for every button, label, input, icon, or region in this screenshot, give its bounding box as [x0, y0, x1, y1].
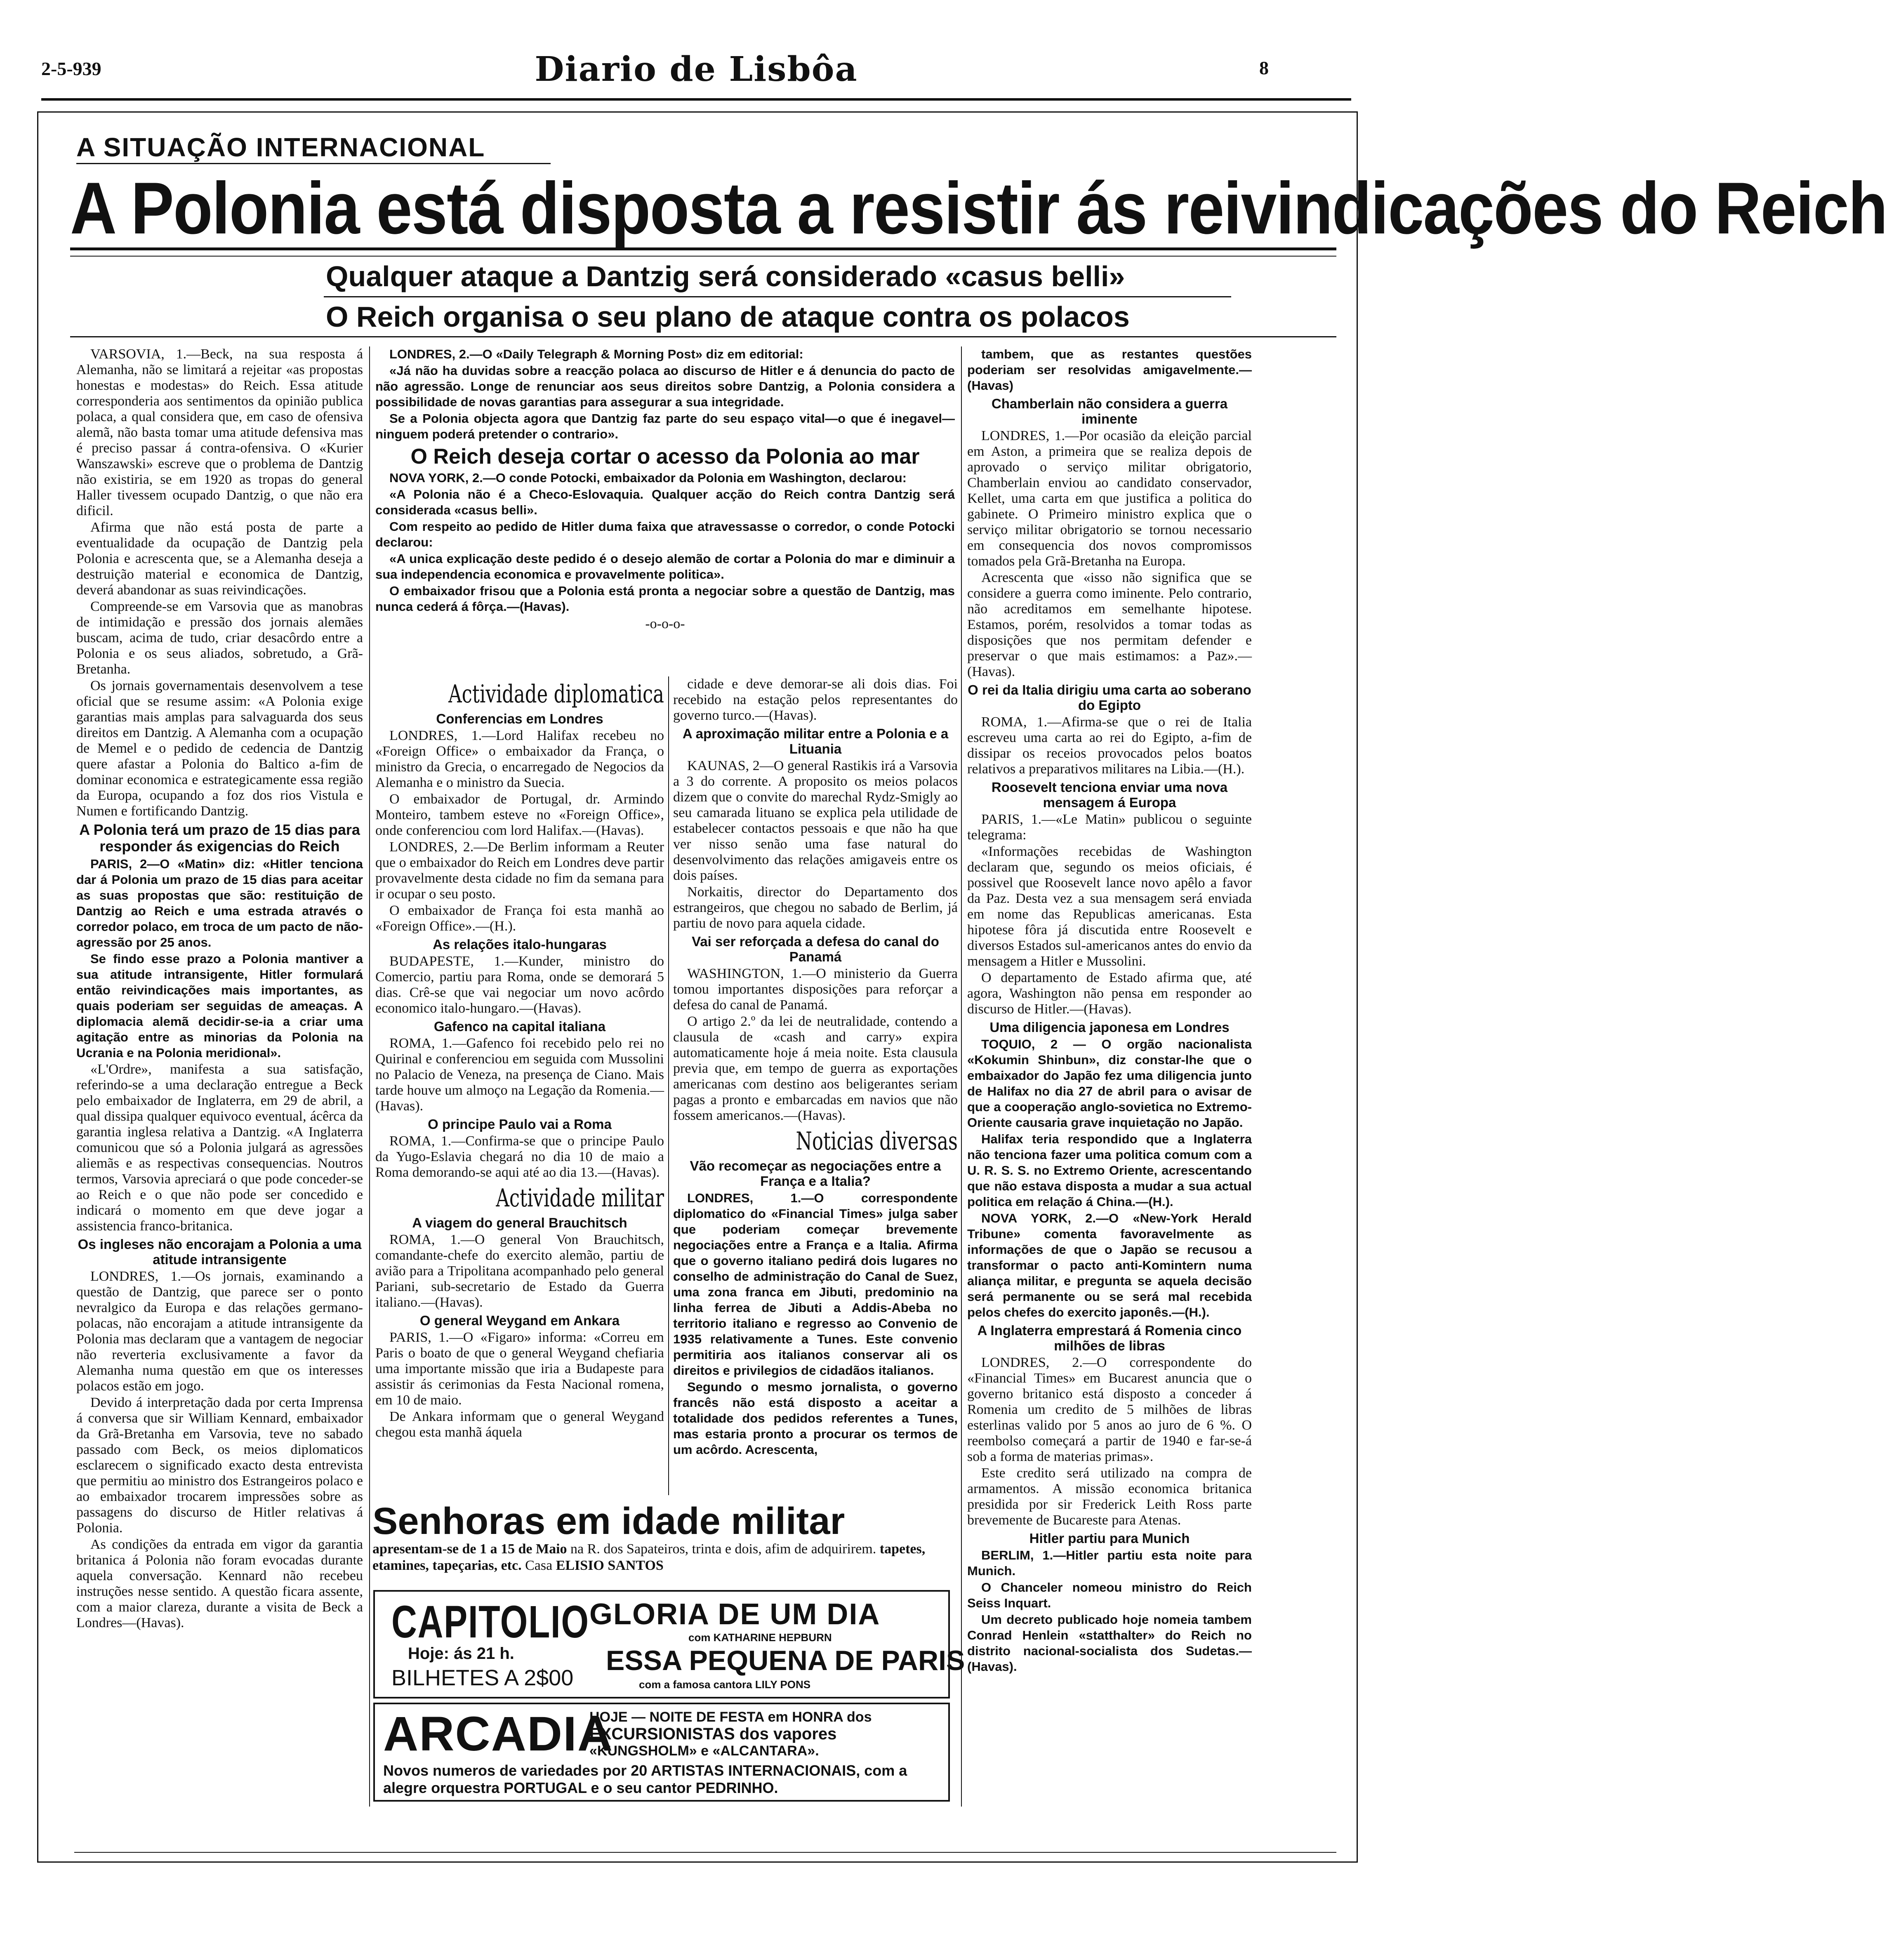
subheadline-rule: [324, 296, 1231, 297]
article-paragraph: LONDRES, 1.—Lord Halifax recebeu no «Foreign Office» o embaixador da França, o ministro da Grecia, o encarregado de Negocios da Alemanha e o ministro da Suecia.: [375, 728, 664, 790]
article-paragraph: O embaixador de França foi esta manhã ao «Foreign Office».—(H.).: [375, 903, 664, 934]
article-paragraph: Este credito será utilizado na compra de armamentos. A missão economica britanica presidida por sir Frederick Leith Ross parte brevemente de Bucareste para Atenas.: [967, 1465, 1252, 1528]
article-paragraph: Com respeito ao pedido de Hitler duma faixa que atravessasse o corredor, o conde Potocki declarou:: [375, 519, 955, 549]
ad-shop-name: ELISIO SANTOS: [556, 1558, 664, 1573]
article-paragraph: WASHINGTON, 1.—O ministerio da Guerra tomou importantes disposições para reforçar a defesa do canal de Panamá.: [673, 966, 958, 1013]
ad-arcadia-line: «KUNGSHOLM» e «ALCANTARA».: [589, 1743, 819, 1759]
article-subheading: Vão recomeçar as negociações entre a França e a Italia?: [690, 1158, 941, 1189]
article-paragraph: ROMA, 1.—Afirma-se que o rei de Italia escreveu uma carta ao rei do Egipto, a-fim de dissipar os receios provocados pelos boatos relativos a preparativos militares na Libia.—(H.).: [967, 714, 1252, 777]
ad-capitolio: [373, 1590, 965, 1699]
ad-senhoras-text: [372, 1541, 950, 1574]
show-time: Hoje: ás 21 h.: [408, 1644, 514, 1663]
film-title-2: ESSA PEQUENA DE PARIS: [606, 1645, 965, 1676]
column-2: [375, 676, 664, 1495]
article-paragraph: Se findo esse prazo a Polonia mantiver a sua atitude intransigente, Hitler formulará então reivindicações mais importantes, as quais poderiam ser seguidas de ameaças. A diplomacia alemã decidir-se-ia a criar uma agitação entre as minorias da Polonia na Ucrania e na Polonia meridional».: [76, 952, 363, 1060]
article-subheading: Os ingleses não encorajam a Polonia a uma atitude intransigente: [78, 1237, 362, 1267]
film-star-2: com a famosa cantora LILY PONS: [639, 1678, 811, 1691]
article-paragraph: O embaixador frisou que a Polonia está pronta a negociar sobre a questão de Dantzig, mas nunca cederá á fôrça.—(Havas).: [375, 584, 955, 614]
article-paragraph: «Já não ha duvidas sobre a reacção polaca ao discurso de Hitler e á denuncia do pacto de não agressão. Longe de renunciar aos seus direitos sobre Dantzig, a Polonia considera a possibilidade de novas garantias para assegurar a sua integridade.: [375, 363, 955, 409]
article-paragraph: ROMA, 1.—O general Von Brauchitsch, comandante-chefe do exercito alemão, partiu de avião para a Tripolitana acompanhado pelo general Pariani, sub-secretario de Estado da Guerra italiano.—(Havas).: [375, 1232, 664, 1310]
article-subheading: Gafenco na capital italiana: [433, 1019, 606, 1034]
article-subheading: As relações italo-hungaras: [433, 937, 607, 952]
article-subheading: O general Weygand em Ankara: [419, 1313, 620, 1328]
article-paragraph: Norkaitis, director do Departamento dos estrangeiros, que chegou no sabado de Berlim, já partiu de novo para aquela cidade.: [673, 884, 958, 931]
article-paragraph: Acrescenta que «isso não significa que se considere a guerra como iminente. Pelo contrario, não acreditamos em semelhante hipotese. Estamos, porém, resolvidos a tomar todas as disposições que nos permitam defender e preservar o que mais estimamos: a Paz».—(Havas).: [967, 570, 1252, 679]
article-paragraph: PARIS, 1.—«Le Matin» publicou o seguinte telegrama:: [967, 812, 1252, 843]
article-paragraph: BUDAPESTE, 1.—Kunder, ministro do Comercio, partiu para Roma, onde se demorará 5 dias. Crê-se que vai negociar um novo acôrdo economico italo-hungaro.—(Havas).: [375, 954, 664, 1016]
article-paragraph: LONDRES, 2.—O correspondente do «Financial Times» em Bucarest anuncia que o governo britanico está disposto a conceder á Romenia um credito de 5 milhões de libras esterlinas valido por 5 anos ao juro de 6 %. O reembolso começará a partir de 1940 e far-se-á sob a forma de materias primas».: [967, 1355, 1252, 1464]
article-paragraph: «A Polonia não é a Checo-Eslovaquia. Qualquer acção do Reich contra Dantzig será considerada «casus belli».: [375, 487, 955, 517]
article-subheading: A viagem do general Brauchitsch: [412, 1215, 627, 1230]
article-subheading: A Inglaterra emprestará á Romenia cinco milhões de libras: [977, 1323, 1242, 1353]
separator: -o-o-o-: [645, 616, 685, 631]
article-subheading: Uma diligencia japonesa em Londres: [989, 1020, 1230, 1035]
ad-senhoras: [372, 1501, 950, 1574]
article-paragraph: LONDRES, 1.—O correspondente diplomatico do «Financial Times» julga saber que poderiam começar brevemente negociações entre a França e a Italia. Afirma que o governo italiano pedirá dois lugares no conselho de administração do Canal de Suez, uma zona franca em Jibuti, predominio na linha ferrea de Jibuti a Addis-Abeba no territorio italiano e regresso ao Convenio de 1935 relativamente a Tunes. Este convenio permitiria aos italianos conservar ali os direitos e privilegios de cidadãos italianos.: [673, 1191, 958, 1378]
article-subheading: O principe Paulo vai a Roma: [428, 1117, 612, 1132]
article-paragraph: Afirma que não está posta de parte a eventualidade da ocupação de Dantzig pela Polonia e acrescenta que, se a Alemanha deseja a destruição material e economica de Dantzig, deverá abandonar as suas reivindicações.: [76, 520, 363, 598]
main-headline: A Polonia está disposta a resistir ás reivindicações do Reich: [70, 167, 1887, 249]
column-rule: [961, 346, 962, 1807]
ad-text: Casa: [521, 1558, 556, 1573]
article-paragraph: Halifax teria respondido que a Inglaterra não tenciona fazer uma politica comum com a U. R. S. S. no Extremo Oriente, acrescentando que não estava disposta a mudar a sua actual politica em relação á China.—(H.).: [967, 1132, 1252, 1209]
masthead: [0, 49, 1392, 99]
article-paragraph: PARIS, 2—O «Matin» diz: «Hitler tenciona dar á Polonia um prazo de 15 dias para aceitar as suas propostas que são: restituição de Dantzig ao Reich e uma estrada através o corredor polaco, em troca de um pacto de não-agressão por 25 anos.: [76, 857, 363, 949]
article-paragraph: KAUNAS, 2—O general Rastikis irá a Varsovia a 3 do corrente. A proposito os meios polacos dizem que o convite do marechal Rydz-Smigly ao seu camarada lituano se explica pela utilidade de estabelecer contactos pessoais e que não ha que ver nisso senão uma fase natural do desenvolvimento das relações amigaveis entre os dois países.: [673, 758, 958, 883]
column-1: [76, 346, 363, 1844]
subheadline-rule-2: [70, 336, 1336, 337]
article-paragraph: TOQUIO, 2 — O orgão nacionalista «Kokumin Shinbun», diz constar-lhe que o embaixador do Japão fez uma diligencia junto de Halifax no dia 27 de abril para o avisar de que a cooperação anglo-sovietica no Extremo-Oriente causaria grave inquietação no Japão.: [967, 1037, 1252, 1130]
ad-text-bold: tapetes, etamines, tapeçarias, etc.: [372, 1541, 926, 1573]
article-paragraph: Se a Polonia objecta agora que Dantzig faz parte do seu espaço vital—o que é inegavel— ninguem poderá pretender o contrario».: [375, 411, 955, 441]
bottom-rule: [74, 1852, 1336, 1853]
masthead-rule: [41, 98, 1351, 104]
column-rule: [668, 676, 669, 1495]
article-paragraph: «L'Ordre», manifesta a sua satisfação, referindo-se a uma declaração entregue a Beck pelo embaixador de Inglaterra, em 29 de abril, a qual dissipa qualquer equivoco eventual, ácêrca da garantia inglesa relativa a Dantzig. «A Inglaterra comunicou que só a Polonia julgará as agressões aliemãs e as respectivas consequencias. Noutros termos, Varsovia apreciará o que pode conceder-se ao Reich e o que não pode ser concedido e indicará o momento em que deve jogar a assistencia franco-britanica.: [76, 1062, 363, 1234]
article-heading-large: O Reich deseja cortar o acesso da Polonia ao mar: [410, 445, 920, 469]
film-title-1: GLORIA DE UM DIA: [589, 1598, 881, 1631]
article-paragraph: O embaixador de Portugal, dr. Armindo Monteiro, tambem esteve no «Foreign Office», onde conferenciou com lord Halifax.—(Havas).: [375, 792, 664, 838]
page-number: 8: [1259, 57, 1269, 78]
article-paragraph: tambem, que as restantes questões poderiam ser resolvidas amigavelmente.—(Havas): [967, 347, 1252, 393]
article-paragraph: O departamento de Estado afirma que, até agora, Washington não pensa em responder ao discurso de Hitler.—(Havas).: [967, 970, 1252, 1017]
ad-arcadia-line: Novos numeros de variedades por 20 ARTISTAS INTERNACIONAIS, com a alegre orquestra PORTUGAL e o seu cantor PEDRINHO.: [383, 1762, 907, 1796]
article-subheading: Hitler partiu para Munich: [1029, 1531, 1190, 1546]
article-subheading: Roosevelt tenciona enviar uma nova mensagem á Europa: [991, 780, 1228, 810]
section-label: A SITUAÇÃO INTERNACIONAL: [76, 132, 485, 162]
article-paragraph: NOVA YORK, 2.—O conde Potocki, embaixador da Polonia em Washington, declarou:: [389, 471, 907, 485]
article-paragraph: LONDRES, 1.—Os jornais, examinando a questão de Dantzig, que parece ser o ponto nevralgico da Europa e das relações germano-polacas, não encorajam a atitude intransigente da Polonia mas declaram que a vantagem de negociar não reverteria exclusivamente a favor da Alemanha numa questão em que os interesses polacos estão em jogo.: [76, 1269, 363, 1394]
article-paragraph: De Ankara informam que o general Weygand chegou esta manhã áquela: [375, 1409, 664, 1440]
ticket-price: BILHETES A 2$00: [391, 1666, 574, 1690]
article-paragraph: ROMA, 1.—Confirma-se que o principe Paulo da Yugo-Eslavia chegará no dia 10 de maio a Roma demorando-se aqui até ao dia 13.—(Havas).: [375, 1133, 664, 1180]
section-heading: Actividade militar: [496, 1184, 664, 1213]
ad-arcadia-line: HOJE — NOITE DE FESTA em HONRA dos: [589, 1709, 872, 1725]
section-rule: [76, 163, 551, 164]
section-heading: Noticias diversas: [796, 1127, 958, 1156]
article-subheading: Vai ser reforçada a defesa do canal do Panamá: [692, 934, 939, 964]
article-paragraph: Os jornais governamentais desenvolvem a tese oficial que se resume assim: «A Polonia exige garantias mais amplas para salvaguarda dos seus direitos em Dantzig. A Alemanha com a ocupação de Memel e o pedido de cedencia de Dantzig quere afastar a Polonia do Baltico a-fim de dominar economica e estrategicamente essa região da Europa, ocupando a foz dos rios Vistula e Numen e fortificando Dantzig.: [76, 678, 363, 819]
article-heading: A Polonia terá um prazo de 15 dias para responder ás exigencias do Reich: [79, 821, 360, 855]
article-paragraph: O Chanceler nomeou ministro do Reich Seiss Inquart.: [967, 1580, 1252, 1610]
article-paragraph: LONDRES, 2.—O «Daily Telegraph & Morning Post» diz em editorial:: [389, 347, 803, 361]
article-paragraph: VARSOVIA, 1.—Beck, na sua resposta á Alemanha, não se limitará a rejeitar «as propostas honestas e modestas» do Reich. Essa atitude corresponderia aos sentimentos da opinião publica polaca, a qual considera que, em caso de ofensiva alemã, não basta tomar uma atitude defensiva mas é preciso passar á contra-ofensiva. O «Kurier Wanszawski» escreve que o problema de Dantzig não existiria, se em 1920 as tropas do general Haller tivessem ocupado Dantzig, o que não era dificil.: [76, 346, 363, 518]
issue-date: 2-5-939: [41, 58, 101, 79]
headline-rule: [70, 247, 1336, 250]
article-paragraph: BERLIM, 1.—Hitler partiu esta noite para Munich.: [967, 1548, 1252, 1578]
article-subheading: Conferencias em Londres: [436, 711, 603, 726]
subheadline-1: Qualquer ataque a Dantzig será considerado «casus belli»: [326, 260, 1125, 292]
film-star-1: com KATHARINE HEPBURN: [688, 1631, 832, 1644]
column-3: [673, 676, 958, 1495]
article-paragraph: NOVA YORK, 2.—O «New-York Herald Tribune» comenta favoravelmente as informações de que o Japão se recusou a transformar o pacto anti-Komintern numa aliança militar, e pregunta se aquela decisão será permanente ou se será mal recebida pelos chefes do exercito japonês.—(H.).: [967, 1211, 1252, 1319]
article-paragraph: Compreende-se em Varsovia que as manobras de intimidação e pressão dos jornais alemães buscam, acima de tudo, criar desacôrdo entre a Polonia e os seus aliados, sobretudo, a Grã-Bretanha.: [76, 599, 363, 677]
article-paragraph: Devido á interpretação dada por certa Imprensa á conversa que sir William Kennard, embaixador da Grã-Bretanha em Varsovia, teve no sabado passado com Beck, os meios diplomaticos esclarecem o significado exacto desta entrevista que permitiu ao ministro dos Estrangeiros polaco e ao embaixador trocarem impressões sobre as passagens do discurso de Hitler relativas á Polonia.: [76, 1395, 363, 1536]
ad-text-bold: apresentam-se de 1 a 15 de Maio: [372, 1541, 567, 1557]
venue-name: ARCADIA: [383, 1707, 614, 1761]
column-rule: [369, 346, 370, 1807]
article-top-center: [375, 346, 955, 676]
article-paragraph: PARIS, 1.—O «Figaro» informa: «Correu em Paris o boato de que o general Weygand chefiaria uma importante missão que iria a Budapeste para assistir ás cerimonias da Festa Nacional romena, em 10 de maio.: [375, 1330, 664, 1408]
article-paragraph: cidade e deve demorar-se ali dois dias. Foi recebido na estação pelos representantes do governo turco.—(Havas).: [673, 676, 958, 723]
article-paragraph: ROMA, 1.—Gafenco foi recebido pelo rei no Quirinal e conferenciou em seguida com Mussolini no Palacio de Veneza, na presença de Ciano. Mais tarde houve um almoço na Legação da Romenia.—(Havas).: [375, 1036, 664, 1114]
article-subheading: O rei da Italia dirigiu uma carta ao soberano do Egipto: [968, 682, 1251, 713]
headline-rule-thin: [70, 256, 1336, 257]
article-paragraph: LONDRES, 1.—Por ocasião da eleição parcial em Aston, a primeira que se realiza depois de aprovado o serviço militar obrigatorio, Chamberlain enviou ao candidato conservador, Kellet, uma carta em que justifica a politica do gabinete. O Primeiro ministro explica que o serviço militar obrigatorio se tornou necessario em consequencia dos novos compromissos tomados pela Grã-Bretanha na Europa.: [967, 428, 1252, 569]
article-subheading: A aproximação militar entre a Polonia e a Lituania: [682, 726, 949, 756]
article-paragraph: As condições da entrada em vigor da garantia britanica á Polonia não foram evocadas durante aquela conversação. Kennard não recebeu instruções nesse sentido. A questão ficara assente, com a maior clareza, durante a visita de Beck a Londres—(Havas).: [76, 1537, 363, 1630]
article-paragraph: «Informações recebidas de Washington declaram que, segundo os meios oficiais, é possivel que Roosevelt lance novo apêlo a favor da Paz. Desta vez a sua mensagem será enviada em nome das Republicas americanas. Esta hipotese fôra já discutida entre Roosevelt e diversos Estados sul-americanos antes do envio da mensagem a Hitler e Mussolini.: [967, 844, 1252, 969]
ad-arcadia: [373, 1703, 950, 1802]
ad-senhoras-title: Senhoras em idade militar: [372, 1500, 845, 1542]
newspaper-title: Diario de Lisbôa: [535, 49, 858, 89]
section-heading: Actividade diplomatica: [448, 680, 664, 709]
ad-arcadia-line: EXCURSIONISTAS dos vapores: [589, 1725, 837, 1743]
ad-text: na R. dos Sapateiros, trinta e dois, afim de adquirirem.: [567, 1541, 880, 1557]
article-subheading: Chamberlain não considera a guerra iminente: [991, 396, 1228, 426]
cinema-name: CAPITOLIO: [391, 1597, 589, 1647]
article-paragraph: Um decreto publicado hoje nomeia tambem Conrad Henlein «statthalter» do Reich no distrito nacional-socialista dos Sudetas.—(Havas).: [967, 1612, 1252, 1674]
article-paragraph: Segundo o mesmo jornalista, o governo francês não está disposto a aceitar a totalidade dos pedidos referentes a Tunes, mas estaria pronto a procurar os termos de um acôrdo. Acrescenta,: [673, 1380, 958, 1457]
subheadline-2: O Reich organisa o seu plano de ataque contra os polacos: [326, 301, 1130, 333]
column-4: [967, 346, 1252, 1844]
article-paragraph: «A unica explicação deste pedido é o desejo alemão de cortar a Polonia do mar e diminuir a sua independencia economica e provavelmente politica».: [375, 551, 955, 582]
article-paragraph: O artigo 2.º da lei de neutralidade, contendo a clausula de «cash and carry» expira automaticamente hoje á meia noite. Esta clausula previa que, em tempo de guerra as exportações americanas com destino aos beligerantes seriam pagas a pronto e embarcadas em navios que não fossem americanos.—(Havas).: [673, 1014, 958, 1123]
article-paragraph: LONDRES, 2.—De Berlim informam a Reuter que o embaixador do Reich em Londres deve partir provavelmente desta cidade no fim da semana para ir ocupar o seu posto.: [375, 839, 664, 902]
